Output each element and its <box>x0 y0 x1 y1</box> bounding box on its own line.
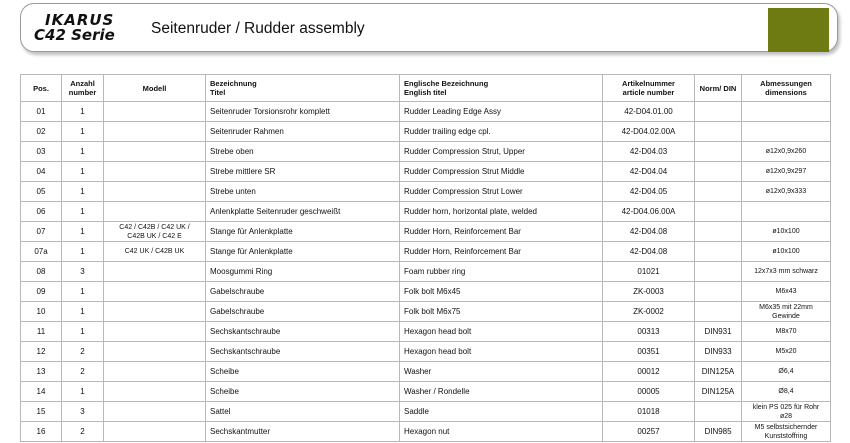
cell-norm <box>695 402 742 422</box>
cell-anzahl: 1 <box>62 302 104 322</box>
cell-bezeichnung: Strebe oben <box>206 142 400 162</box>
cell-abmessungen: ø12x0,9x297 <box>742 162 831 182</box>
cell-pos: 04 <box>21 162 62 182</box>
cell-anzahl: 1 <box>62 222 104 242</box>
cell-modell <box>104 382 206 402</box>
cell-englisch: Rudder trailing edge cpl. <box>400 122 603 142</box>
cell-anzahl: 2 <box>62 342 104 362</box>
cell-pos: 02 <box>21 122 62 142</box>
col-header-anzahl: Anzahl number <box>62 75 104 102</box>
cell-pos: 11 <box>21 322 62 342</box>
table-row <box>21 262 831 282</box>
cell-modell <box>104 202 206 222</box>
cell-anzahl: 1 <box>62 242 104 262</box>
cell-pos: 07 <box>21 222 62 242</box>
table-row <box>21 202 831 222</box>
table-row <box>21 242 831 262</box>
table-row <box>21 142 831 162</box>
cell-abmessungen: M6x35 mit 22mm Gewinde <box>742 302 831 322</box>
cell-bezeichnung: Stange für Anlenkplatte <box>206 222 400 242</box>
cell-pos: 01 <box>21 102 62 122</box>
cell-norm <box>695 142 742 162</box>
cell-bezeichnung: Sechskantmutter <box>206 422 400 442</box>
cell-bezeichnung: Gabelschraube <box>206 302 400 322</box>
cell-pos: 05 <box>21 182 62 202</box>
col-header-norm: Norm/ DIN <box>695 75 742 102</box>
cell-artikel: 00313 <box>603 322 695 342</box>
cell-artikel: 00351 <box>603 342 695 362</box>
cell-bezeichnung: Scheibe <box>206 362 400 382</box>
cell-englisch: Hexagon head bolt <box>400 342 603 362</box>
cell-pos: 12 <box>21 342 62 362</box>
cell-modell <box>104 322 206 342</box>
cell-anzahl: 1 <box>62 122 104 142</box>
cell-modell: C42 UK / C42B UK <box>104 242 206 262</box>
cell-artikel: 00257 <box>603 422 695 442</box>
cell-norm <box>695 262 742 282</box>
cell-modell <box>104 122 206 142</box>
cell-anzahl: 1 <box>62 142 104 162</box>
cell-norm <box>695 222 742 242</box>
table-header-row <box>21 75 831 102</box>
cell-bezeichnung: Scheibe <box>206 382 400 402</box>
table-row <box>21 362 831 382</box>
cell-pos: 16 <box>21 422 62 442</box>
cell-abmessungen <box>742 122 831 142</box>
col-header-artikel: Artikelnummer article number <box>603 75 695 102</box>
cell-artikel: 42-D04.03 <box>603 142 695 162</box>
table-row <box>21 282 831 302</box>
cell-englisch: Folk bolt M6x45 <box>400 282 603 302</box>
cell-abmessungen: M5 selbstsichernder Kunststoffring <box>742 422 831 442</box>
cell-anzahl: 3 <box>62 262 104 282</box>
cell-anzahl: 1 <box>62 182 104 202</box>
cell-norm <box>695 302 742 322</box>
cell-englisch: Hexagon head bolt <box>400 322 603 342</box>
cell-norm: DIN985 <box>695 422 742 442</box>
table-row <box>21 382 831 402</box>
cell-englisch: Rudder horn, horizontal plate, welded <box>400 202 603 222</box>
cell-abmessungen: Ø6,4 <box>742 362 831 382</box>
cell-modell <box>104 182 206 202</box>
cell-englisch: Washer <box>400 362 603 382</box>
cell-abmessungen: M6x43 <box>742 282 831 302</box>
cell-artikel: ZK-0003 <box>603 282 695 302</box>
cell-modell <box>104 302 206 322</box>
table-row <box>21 162 831 182</box>
cell-englisch: Rudder Compression Strut, Upper <box>400 142 603 162</box>
cell-artikel: 01018 <box>603 402 695 422</box>
cell-abmessungen: ø12x0,9x260 <box>742 142 831 162</box>
cell-modell <box>104 142 206 162</box>
cell-pos: 09 <box>21 282 62 302</box>
table-body <box>21 102 831 442</box>
cell-abmessungen: M5x20 <box>742 342 831 362</box>
cell-bezeichnung: Strebe unten <box>206 182 400 202</box>
cell-abmessungen: ø10x100 <box>742 242 831 262</box>
col-header-englisch: Englische Bezeichnung English titel <box>400 75 603 102</box>
col-header-abmessungen: Abmessungen dimensions <box>742 75 831 102</box>
cell-anzahl: 1 <box>62 322 104 342</box>
cell-artikel: 42-D04.05 <box>603 182 695 202</box>
cell-norm <box>695 282 742 302</box>
cell-modell <box>104 342 206 362</box>
cell-englisch: Rudder Horn, Reinforcement Bar <box>400 222 603 242</box>
table-row <box>21 102 831 122</box>
cell-englisch: Rudder Compression Strut Middle <box>400 162 603 182</box>
cell-norm: DIN933 <box>695 342 742 362</box>
cell-norm <box>695 182 742 202</box>
parts-table <box>20 74 831 442</box>
cell-norm: DIN931 <box>695 322 742 342</box>
cell-bezeichnung: Stange für Anlenkplatte <box>206 242 400 262</box>
table-row <box>21 422 831 442</box>
cell-modell <box>104 402 206 422</box>
cell-artikel: 42-D04.04 <box>603 162 695 182</box>
cell-bezeichnung: Sechskantschraube <box>206 342 400 362</box>
cell-anzahl: 3 <box>62 402 104 422</box>
cell-abmessungen: ø10x100 <box>742 222 831 242</box>
cell-pos: 03 <box>21 142 62 162</box>
table-row <box>21 402 831 422</box>
cell-pos: 13 <box>21 362 62 382</box>
cell-pos: 06 <box>21 202 62 222</box>
cell-modell <box>104 362 206 382</box>
cell-anzahl: 1 <box>62 382 104 402</box>
accent-color-swatch <box>768 8 829 52</box>
cell-anzahl: 1 <box>62 282 104 302</box>
cell-norm <box>695 242 742 262</box>
cell-anzahl: 1 <box>62 162 104 182</box>
cell-abmessungen <box>742 202 831 222</box>
cell-pos: 08 <box>21 262 62 282</box>
cell-bezeichnung: Seitenruder Rahmen <box>206 122 400 142</box>
cell-englisch: Hexagon nut <box>400 422 603 442</box>
cell-modell <box>104 162 206 182</box>
cell-pos: 15 <box>21 402 62 422</box>
cell-artikel: 00005 <box>603 382 695 402</box>
col-header-bezeichnung: Bezeichnung Titel <box>206 75 400 102</box>
cell-englisch: Folk bolt M6x75 <box>400 302 603 322</box>
cell-norm <box>695 202 742 222</box>
table-row <box>21 122 831 142</box>
page-title: Seitenruder / Rudder assembly <box>151 20 365 37</box>
page-header <box>20 3 838 52</box>
cell-modell <box>104 262 206 282</box>
cell-bezeichnung: Strebe mittlere SR <box>206 162 400 182</box>
cell-abmessungen: Ø8,4 <box>742 382 831 402</box>
cell-englisch: Foam rubber ring <box>400 262 603 282</box>
cell-abmessungen: klein PS 025 für Rohr ø28 <box>742 402 831 422</box>
table-row <box>21 342 831 362</box>
cell-bezeichnung: Gabelschraube <box>206 282 400 302</box>
cell-norm <box>695 102 742 122</box>
table-row <box>21 182 831 202</box>
cell-bezeichnung: Seitenruder Torsionsrohr komplett <box>206 102 400 122</box>
cell-englisch: Rudder Compression Strut Lower <box>400 182 603 202</box>
cell-anzahl: 1 <box>62 102 104 122</box>
col-header-modell: Modell <box>104 75 206 102</box>
cell-artikel: 42-D04.08 <box>603 242 695 262</box>
cell-artikel: 42-D04.06.00A <box>603 202 695 222</box>
col-header-pos: Pos. <box>21 75 62 102</box>
cell-englisch: Saddle <box>400 402 603 422</box>
table-row <box>21 302 831 322</box>
cell-bezeichnung: Sattel <box>206 402 400 422</box>
cell-pos: 14 <box>21 382 62 402</box>
table-row <box>21 322 831 342</box>
cell-anzahl: 2 <box>62 362 104 382</box>
cell-abmessungen: M8x70 <box>742 322 831 342</box>
cell-abmessungen: 12x7x3 mm schwarz <box>742 262 831 282</box>
cell-abmessungen <box>742 102 831 122</box>
cell-pos: 10 <box>21 302 62 322</box>
cell-pos: 07a <box>21 242 62 262</box>
cell-bezeichnung: Anlenkplatte Seitenruder geschweißt <box>206 202 400 222</box>
cell-norm <box>695 122 742 142</box>
cell-bezeichnung: Moosgummi Ring <box>206 262 400 282</box>
cell-modell <box>104 102 206 122</box>
cell-anzahl: 2 <box>62 422 104 442</box>
cell-modell: C42 / C42B / C42 UK / C42B UK / C42 E <box>104 222 206 242</box>
cell-englisch: Washer / Rondelle <box>400 382 603 402</box>
cell-anzahl: 1 <box>62 202 104 222</box>
table-row <box>21 222 831 242</box>
cell-norm: DIN125A <box>695 362 742 382</box>
brand-logo-line1: IKARUS <box>45 11 115 29</box>
cell-englisch: Rudder Horn, Reinforcement Bar <box>400 242 603 262</box>
cell-norm: DIN125A <box>695 382 742 402</box>
cell-englisch: Rudder Leading Edge Assy <box>400 102 603 122</box>
cell-artikel: 42-D04.08 <box>603 222 695 242</box>
cell-artikel: 00012 <box>603 362 695 382</box>
cell-artikel: 42-D04.02.00A <box>603 122 695 142</box>
cell-bezeichnung: Sechskantschraube <box>206 322 400 342</box>
cell-norm <box>695 162 742 182</box>
cell-modell <box>104 422 206 442</box>
cell-artikel: ZK-0002 <box>603 302 695 322</box>
cell-artikel: 01021 <box>603 262 695 282</box>
cell-abmessungen: ø12x0,9x333 <box>742 182 831 202</box>
cell-modell <box>104 282 206 302</box>
brand-logo-line2: C42 Serie <box>34 26 115 44</box>
cell-artikel: 42-D04.01.00 <box>603 102 695 122</box>
